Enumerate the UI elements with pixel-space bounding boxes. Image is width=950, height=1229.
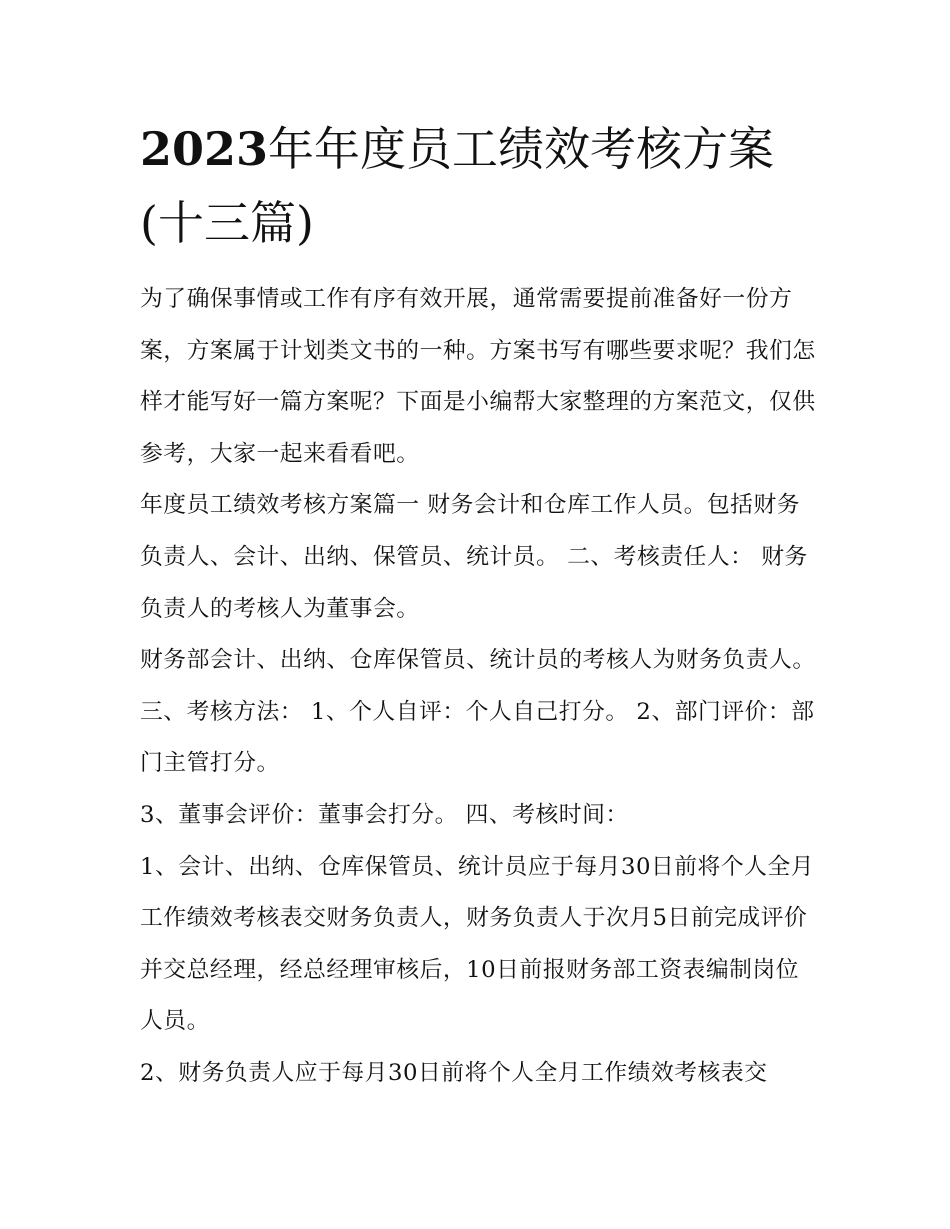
- paragraph-schedule-1: 1、会计、出纳、仓库保管员、统计员应于每月30日前将个人全月工作绩效考核表交财务负责人，财务负责人于次月5日前完成评价并交总经理，经总经理审核后，10日前报财务部工资表编制岗位人员。: [140, 853, 815, 1035]
- paragraph-assessors: 财务部会计、出纳、仓库保管员、统计员的考核人为财务负责人。 三、考核方法： 1、个人自评：个人自己打分。 2、部门评价：部门主管打分。: [140, 647, 816, 777]
- document-body: [140, 274, 820, 1100]
- title-year: 2023: [140, 122, 269, 176]
- title-text: 年年度员工绩效考核方案(十三篇): [140, 122, 775, 250]
- paragraph-scope: 年度员工绩效考核方案篇一 财务会计和仓库工作人员。包括财务负责人、会计、出纳、保管员、统计员。 二、考核责任人： 财务负责人的考核人为董事会。: [140, 492, 808, 622]
- paragraph-schedule-2: 2、财务负责人应于每月30日前将个人全月工作绩效考核表交: [140, 1059, 768, 1086]
- paragraph-intro: 为了确保事情或工作有序有效开展，通常需要提前准备好一份方案，方案属于计划类文书的一种。方案书写有哪些要求呢？我们怎样才能写好一篇方案呢？下面是小编帮大家整理的方案范文，仅供参考，大家一起来看看吧。: [140, 286, 816, 467]
- paragraph-board-review: 3、董事会评价：董事会打分。 四、考核时间：: [140, 801, 629, 828]
- document-title: [140, 112, 830, 260]
